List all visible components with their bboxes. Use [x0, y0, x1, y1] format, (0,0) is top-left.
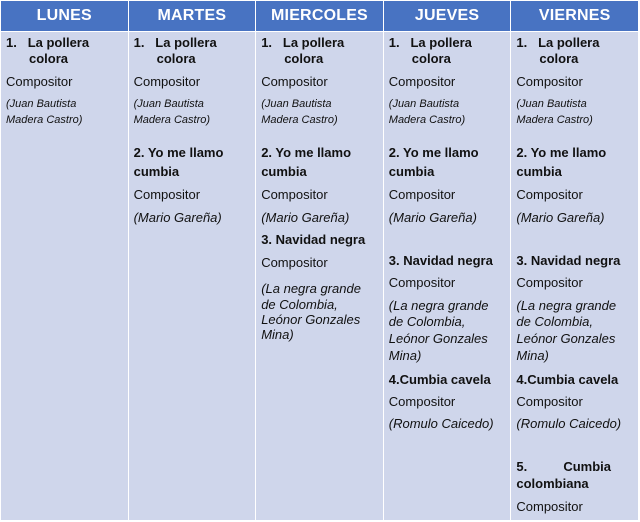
song-title-cont: colombiana	[516, 476, 589, 491]
song-title: 4.Cumbia cavela	[388, 372, 491, 387]
song-title-cont: colora	[29, 51, 69, 66]
song-title-cont: colora	[156, 51, 196, 66]
column-viernes	[511, 1, 638, 520]
header-jueves: JUEVES	[384, 1, 511, 32]
composer-name: (Juan Bautista	[6, 98, 77, 110]
header-miercoles: MIERCOLES	[256, 1, 383, 32]
song-title: 1. La pollera	[133, 35, 217, 50]
song-title: 1. La pollera	[388, 35, 472, 50]
composer-name-cont: Mina)	[261, 327, 294, 342]
composer-name: (Mario Gareña)	[388, 210, 477, 225]
song-title: 1. La pollera	[516, 35, 600, 50]
song-title: 2. Yo me llamo	[133, 145, 224, 160]
composer-name: (Mario Gareña)	[516, 210, 605, 225]
composer-label: Compositor	[388, 394, 456, 409]
composer-label: Compositor	[516, 275, 583, 290]
composer-name-cont: de Colombia,	[516, 314, 593, 329]
column-jueves	[384, 1, 512, 520]
composer-name: (Juan Bautista	[133, 98, 204, 110]
schedule-table	[1, 1, 638, 521]
song-title-cont: colora	[284, 51, 324, 66]
composer-label: Compositor	[261, 187, 328, 202]
song-title: 5. Cumbia	[516, 459, 612, 474]
composer-name-cont: Mina)	[388, 348, 422, 363]
composer-name: (La negra grande	[516, 298, 617, 313]
song-title-cont: cumbia	[516, 164, 562, 179]
composer-label: Compositor	[516, 74, 583, 89]
composer-name: (Romulo Caicedo)	[516, 416, 622, 431]
composer-name-cont: Madera Castro)	[388, 114, 466, 126]
header-martes: MARTES	[129, 1, 256, 32]
composer-name: (La negra grande	[261, 281, 361, 296]
composer-name-cont: Madera Castro)	[6, 114, 83, 126]
composer-name-cont: Madera Castro)	[133, 114, 211, 126]
song-title: 2. Yo me llamo	[516, 145, 607, 160]
song-title: 1. La pollera	[261, 35, 345, 50]
song-title: 3. Navidad negra	[516, 253, 621, 268]
composer-label: Compositor	[133, 187, 201, 202]
song-title: 3. Navidad negra	[388, 253, 493, 268]
song-title-cont: cumbia	[133, 164, 180, 179]
song-title: 4.Cumbia cavela	[516, 372, 619, 387]
composer-name-cont: Leónor Gonzales	[516, 331, 616, 346]
song-title-cont: colora	[411, 51, 451, 66]
composer-label: Compositor	[388, 275, 456, 290]
composer-label: Compositor	[6, 74, 73, 89]
song-title: 2. Yo me llamo	[388, 145, 479, 160]
column-lunes	[1, 1, 129, 520]
composer-label: Compositor	[388, 74, 456, 89]
song-title-cont: cumbia	[388, 164, 435, 179]
composer-name: (Mario Gareña)	[261, 210, 350, 225]
song-title: 3. Navidad negra	[261, 232, 366, 247]
header-viernes: VIERNES	[511, 1, 638, 32]
composer-label: Compositor	[133, 74, 201, 89]
composer-name: (Juan Bautista	[516, 98, 587, 110]
header-lunes: LUNES	[1, 1, 128, 32]
composer-label: Compositor	[261, 74, 328, 89]
composer-name: (Juan Bautista	[388, 98, 460, 110]
composer-name: (La negra grande	[388, 298, 489, 313]
composer-name-cont: Leónor Gonzales	[261, 312, 361, 327]
composer-name: (Romulo Caicedo)	[388, 416, 494, 431]
composer-name-cont: Leónor Gonzales	[388, 331, 488, 346]
composer-name: (Mario Gareña)	[133, 210, 222, 225]
composer-name-cont: Madera Castro)	[261, 114, 338, 126]
composer-label: Compositor	[516, 499, 583, 514]
composer-label: Compositor	[388, 187, 456, 202]
column-miercoles	[256, 1, 384, 520]
song-title: 2. Yo me llamo	[261, 145, 352, 160]
composer-label: Compositor	[261, 255, 328, 270]
composer-label: Compositor	[516, 394, 583, 409]
composer-name-cont: Mina)	[516, 348, 549, 363]
column-martes	[129, 1, 257, 520]
song-title-cont: colora	[539, 51, 579, 66]
song-title-cont: cumbia	[261, 164, 307, 179]
composer-name-cont: Madera Castro)	[516, 114, 593, 126]
composer-name: (Juan Bautista	[261, 98, 332, 110]
composer-name-cont: de Colombia,	[388, 314, 466, 329]
composer-label: Compositor	[516, 187, 583, 202]
composer-name-cont: de Colombia,	[261, 297, 338, 312]
song-title: 1. La pollera	[6, 35, 90, 50]
